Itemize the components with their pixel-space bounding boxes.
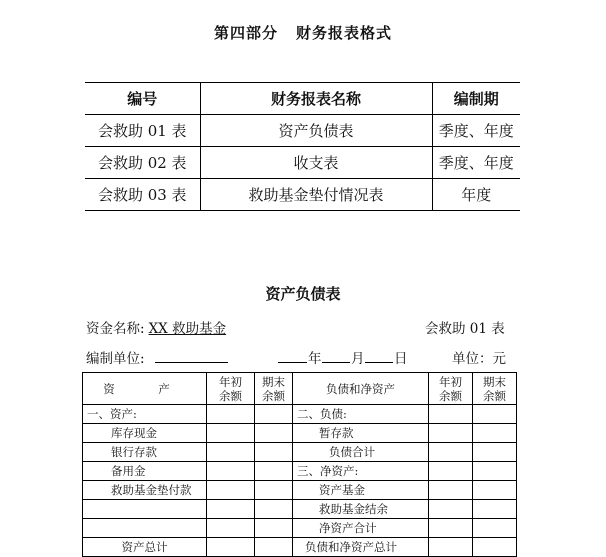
fund-name-line xyxy=(86,317,226,337)
report-code: 会救助 02 表 xyxy=(85,147,200,179)
header-liabilities: 负债和净资产 xyxy=(293,373,429,405)
value-cell xyxy=(429,500,473,519)
report-name: 资产负债表 xyxy=(200,115,432,147)
value-cell xyxy=(207,443,255,462)
value-cell xyxy=(473,538,517,557)
value-cell xyxy=(255,443,293,462)
value-cell xyxy=(429,424,473,443)
value-cell xyxy=(473,481,517,500)
report-code: 会救助 03 表 xyxy=(85,179,200,211)
value-cell xyxy=(473,443,517,462)
header-end-balance-right: 期末 余额 xyxy=(473,373,517,405)
month-char: 月 xyxy=(351,351,365,367)
value-cell xyxy=(429,481,473,500)
asset-item xyxy=(83,500,207,519)
header-report-name: 财务报表名称 xyxy=(200,83,432,115)
liability-item: 资产基金 xyxy=(293,481,429,500)
liability-item: 负债合计 xyxy=(293,443,429,462)
table-row xyxy=(83,519,517,538)
value-cell xyxy=(473,405,517,424)
value-cell xyxy=(255,424,293,443)
report-period: 年度 xyxy=(432,179,520,211)
value-cell xyxy=(473,462,517,481)
value-cell xyxy=(207,538,255,557)
day-char: 日 xyxy=(394,351,408,367)
balance-sheet-title: 资产负债表 xyxy=(265,285,341,303)
value-cell xyxy=(255,500,293,519)
header-code: 编号 xyxy=(85,83,200,115)
value-cell xyxy=(207,462,255,481)
header-assets: 资 产 xyxy=(83,373,207,405)
value-cell xyxy=(207,481,255,500)
table-row xyxy=(83,481,517,500)
part-number: 第四部分 xyxy=(213,24,278,42)
value-cell xyxy=(429,538,473,557)
table-row xyxy=(85,179,520,211)
table-row xyxy=(83,424,517,443)
report-list-header-row xyxy=(85,83,520,115)
value-cell xyxy=(429,405,473,424)
value-cell xyxy=(429,462,473,481)
liabilities-total: 负债和净资产总计 xyxy=(293,538,429,557)
report-name: 收支表 xyxy=(200,147,432,179)
header-begin-balance: 年初 余额 xyxy=(207,373,255,405)
table-row xyxy=(85,147,520,179)
liability-item: 净资产合计 xyxy=(293,519,429,538)
value-cell xyxy=(473,500,517,519)
table-row xyxy=(85,115,520,147)
part-name: 财务报表格式 xyxy=(296,24,393,42)
table-row xyxy=(83,538,517,557)
asset-item: 一、资产: xyxy=(83,405,207,424)
table-row xyxy=(83,500,517,519)
value-cell xyxy=(207,500,255,519)
liability-item: 救助基金结余 xyxy=(293,500,429,519)
header-period: 编制期 xyxy=(432,83,520,115)
fund-name-value: XX 救助基金 xyxy=(148,321,227,337)
asset-item: 银行存款 xyxy=(83,443,207,462)
value-cell xyxy=(255,405,293,424)
value-cell xyxy=(473,424,517,443)
year-char: 年 xyxy=(308,351,322,367)
asset-item: 库存现金 xyxy=(83,424,207,443)
value-cell xyxy=(255,519,293,538)
liability-item: 二、负债: xyxy=(293,405,429,424)
asset-item xyxy=(83,519,207,538)
asset-item: 备用金 xyxy=(83,462,207,481)
header-end-balance: 期末 余额 xyxy=(255,373,293,405)
asset-item: 救助基金垫付款 xyxy=(83,481,207,500)
table-row xyxy=(83,462,517,481)
liability-item: 三、净资产: xyxy=(293,462,429,481)
part-title xyxy=(0,22,606,43)
table-row xyxy=(83,405,517,424)
balance-sheet-header-row xyxy=(83,373,517,405)
report-period: 季度、年度 xyxy=(432,115,520,147)
report-code: 会救助 01 表 xyxy=(85,115,200,147)
year-blank xyxy=(278,349,307,363)
value-cell xyxy=(255,538,293,557)
value-cell xyxy=(473,519,517,538)
day-blank xyxy=(365,349,393,363)
header-begin-balance-right: 年初 余额 xyxy=(429,373,473,405)
table-row xyxy=(83,443,517,462)
report-name: 救助基金垫付情况表 xyxy=(200,179,432,211)
value-cell xyxy=(429,443,473,462)
value-cell xyxy=(207,519,255,538)
liability-item: 暂存款 xyxy=(293,424,429,443)
preparing-unit-label: 编制单位: xyxy=(86,351,145,367)
value-cell xyxy=(429,519,473,538)
report-period: 季度、年度 xyxy=(432,147,520,179)
form-code: 会救助 01 表 xyxy=(425,321,505,337)
value-cell xyxy=(207,405,255,424)
value-cell xyxy=(207,424,255,443)
month-blank xyxy=(322,349,350,363)
preparing-unit-blank xyxy=(155,349,228,363)
currency-unit-label: 单位：元 xyxy=(452,351,506,367)
report-list-table xyxy=(85,82,520,211)
balance-sheet-table xyxy=(82,372,517,557)
value-cell xyxy=(255,481,293,500)
assets-total: 资产总计 xyxy=(83,538,207,557)
value-cell xyxy=(255,462,293,481)
fund-name-label: 资金名称: xyxy=(86,321,145,337)
